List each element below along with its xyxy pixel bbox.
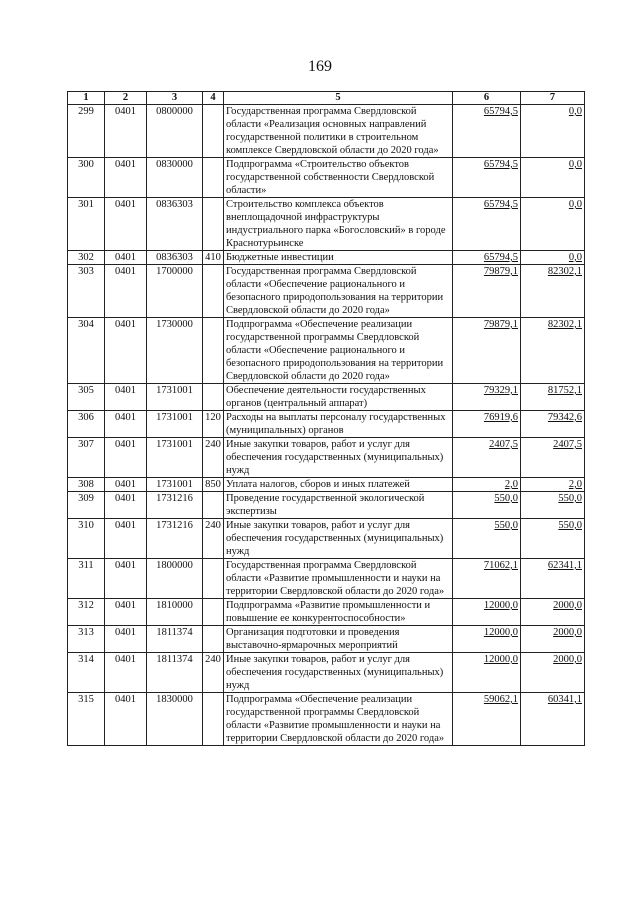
amount-year-1-value: 79879,1: [483, 319, 518, 330]
section-code: 0401: [105, 693, 147, 746]
table-row: [68, 438, 585, 478]
item-name: Расходы на выплаты персоналу государственных (муниципальных) органов: [224, 411, 453, 438]
target-article-code: 0830000: [147, 158, 203, 198]
target-article-code: 1811374: [147, 626, 203, 653]
target-article-code: 1731216: [147, 519, 203, 559]
amount-year-2: [521, 559, 585, 599]
table-row: [68, 519, 585, 559]
item-name: Иные закупки товаров, работ и услуг для обеспечения государственных (муниципальных) нужд: [224, 519, 453, 559]
item-name: Иные закупки товаров, работ и услуг для обеспечения государственных (муниципальных) нужд: [224, 438, 453, 478]
row-number: 302: [68, 251, 105, 265]
amount-year-2-value: 2000,0: [553, 654, 582, 665]
amount-year-1: [453, 653, 521, 693]
amount-year-2: [521, 411, 585, 438]
amount-year-2: [521, 438, 585, 478]
amount-year-1-value: 65794,5: [483, 159, 518, 170]
target-article-code: 1731001: [147, 384, 203, 411]
amount-year-1: [453, 158, 521, 198]
expense-type-code: [203, 198, 224, 251]
column-header: 2: [105, 92, 147, 105]
item-name: Строительство комплекса объектов внеплощадочной инфраструктуры индустриального парка «Богословский» в городе Краснотурьинске: [224, 198, 453, 251]
table-row: [68, 599, 585, 626]
table-row: [68, 478, 585, 492]
row-number: 312: [68, 599, 105, 626]
item-name: Подпрограмма «Строительство объектов государственной собственности Свердловской области»: [224, 158, 453, 198]
column-header: 6: [453, 92, 521, 105]
target-article-code: 1800000: [147, 559, 203, 599]
row-number: 315: [68, 693, 105, 746]
amount-year-1-value: 2,0: [504, 479, 518, 490]
section-code: 0401: [105, 384, 147, 411]
amount-year-2: [521, 105, 585, 158]
amount-year-2: [521, 492, 585, 519]
expense-type-code: [203, 626, 224, 653]
column-header: 5: [224, 92, 453, 105]
row-number: 300: [68, 158, 105, 198]
column-header: 1: [68, 92, 105, 105]
item-name: Государственная программа Свердловской области «Обеспечение рационального и безопасного природопользования на территории Свердловской области до 2020 года»: [224, 265, 453, 318]
amount-year-2: [521, 265, 585, 318]
amount-year-1-value: 550,0: [494, 520, 518, 531]
amount-year-2-value: 60341,1: [547, 694, 582, 705]
budget-table: [67, 91, 585, 746]
amount-year-2-value: 550,0: [558, 493, 582, 504]
amount-year-1: [453, 492, 521, 519]
amount-year-1: [453, 265, 521, 318]
amount-year-1-value: 79879,1: [483, 266, 518, 277]
row-number: 305: [68, 384, 105, 411]
table-header-row: [68, 92, 585, 105]
row-number: 306: [68, 411, 105, 438]
item-name: Обеспечение деятельности государственных органов (центральный аппарат): [224, 384, 453, 411]
amount-year-2: [521, 693, 585, 746]
table-row: [68, 411, 585, 438]
item-name: Уплата налогов, сборов и иных платежей: [224, 478, 453, 492]
item-name: Государственная программа Свердловской области «Реализация основных направлений государственной политики в строительном комплексе Свердловской области до 2020 года»: [224, 105, 453, 158]
amount-year-2-value: 0,0: [568, 106, 582, 117]
table-row: [68, 559, 585, 599]
row-number: 311: [68, 559, 105, 599]
row-number: 299: [68, 105, 105, 158]
amount-year-2-value: 2,0: [568, 479, 582, 490]
expense-type-code: [203, 559, 224, 599]
amount-year-1: [453, 105, 521, 158]
row-number: 313: [68, 626, 105, 653]
section-code: 0401: [105, 653, 147, 693]
item-name: Подпрограмма «Развитие промышленности и повышение ее конкурентоспособности»: [224, 599, 453, 626]
section-code: 0401: [105, 158, 147, 198]
item-name: Организация подготовки и проведения выставочно-ярмарочных мероприятий: [224, 626, 453, 653]
target-article-code: 1731001: [147, 478, 203, 492]
column-header: 7: [521, 92, 585, 105]
expense-type-code: [203, 384, 224, 411]
amount-year-1-value: 59062,1: [483, 694, 518, 705]
section-code: 0401: [105, 559, 147, 599]
amount-year-1: [453, 519, 521, 559]
amount-year-2: [521, 626, 585, 653]
amount-year-2: [521, 251, 585, 265]
row-number: 307: [68, 438, 105, 478]
amount-year-1-value: 12000,0: [483, 654, 518, 665]
expense-type-code: 240: [203, 438, 224, 478]
expense-type-code: 240: [203, 653, 224, 693]
table-row: [68, 158, 585, 198]
amount-year-2: [521, 599, 585, 626]
target-article-code: 1700000: [147, 265, 203, 318]
section-code: 0401: [105, 251, 147, 265]
expense-type-code: [203, 492, 224, 519]
amount-year-2: [521, 478, 585, 492]
amount-year-1: [453, 626, 521, 653]
amount-year-1: [453, 411, 521, 438]
expense-type-code: [203, 693, 224, 746]
table-row: [68, 265, 585, 318]
item-name: Подпрограмма «Обеспечение реализации государственной программы Свердловской области «Обеспечение рационального и безопасного природопользования на территории Свердловской области до 2020 года»: [224, 318, 453, 384]
amount-year-2-value: 82302,1: [547, 266, 582, 277]
target-article-code: 1811374: [147, 653, 203, 693]
amount-year-1: [453, 384, 521, 411]
row-number: 301: [68, 198, 105, 251]
amount-year-1-value: 79329,1: [483, 385, 518, 396]
expense-type-code: 850: [203, 478, 224, 492]
amount-year-1: [453, 478, 521, 492]
amount-year-1-value: 12000,0: [483, 627, 518, 638]
amount-year-2-value: 0,0: [568, 199, 582, 210]
target-article-code: 0836303: [147, 198, 203, 251]
amount-year-1: [453, 198, 521, 251]
target-article-code: 1731001: [147, 438, 203, 478]
amount-year-1: [453, 559, 521, 599]
amount-year-2: [521, 198, 585, 251]
amount-year-2-value: 82302,1: [547, 319, 582, 330]
expense-type-code: [203, 105, 224, 158]
column-header: 4: [203, 92, 224, 105]
section-code: 0401: [105, 492, 147, 519]
amount-year-1: [453, 693, 521, 746]
table-row: [68, 384, 585, 411]
amount-year-1-value: 65794,5: [483, 106, 518, 117]
target-article-code: 1731001: [147, 411, 203, 438]
amount-year-1-value: 65794,5: [483, 252, 518, 263]
section-code: 0401: [105, 478, 147, 492]
expense-type-code: [203, 318, 224, 384]
target-article-code: 1810000: [147, 599, 203, 626]
target-article-code: 0836303: [147, 251, 203, 265]
target-article-code: 0800000: [147, 105, 203, 158]
column-header: 3: [147, 92, 203, 105]
item-name: Проведение государственной экологической экспертизы: [224, 492, 453, 519]
amount-year-2: [521, 318, 585, 384]
amount-year-2-value: 2000,0: [553, 627, 582, 638]
amount-year-2-value: 550,0: [558, 520, 582, 531]
amount-year-2-value: 2407,5: [553, 439, 582, 450]
expense-type-code: [203, 265, 224, 318]
row-number: 303: [68, 265, 105, 318]
expense-type-code: [203, 158, 224, 198]
section-code: 0401: [105, 411, 147, 438]
amount-year-2-value: 2000,0: [553, 600, 582, 611]
expense-type-code: [203, 599, 224, 626]
row-number: 314: [68, 653, 105, 693]
page-number: 169: [308, 58, 332, 75]
amount-year-2: [521, 519, 585, 559]
amount-year-2: [521, 158, 585, 198]
section-code: 0401: [105, 438, 147, 478]
section-code: 0401: [105, 105, 147, 158]
amount-year-1-value: 65794,5: [483, 199, 518, 210]
row-number: 310: [68, 519, 105, 559]
amount-year-1: [453, 318, 521, 384]
target-article-code: 1830000: [147, 693, 203, 746]
amount-year-1-value: 2407,5: [489, 439, 518, 450]
section-code: 0401: [105, 519, 147, 559]
amount-year-2-value: 0,0: [568, 252, 582, 263]
amount-year-2: [521, 384, 585, 411]
table-row: [68, 626, 585, 653]
table-row: [68, 653, 585, 693]
table-row: [68, 318, 585, 384]
amount-year-2: [521, 653, 585, 693]
item-name: Иные закупки товаров, работ и услуг для обеспечения государственных (муниципальных) нужд: [224, 653, 453, 693]
section-code: 0401: [105, 318, 147, 384]
section-code: 0401: [105, 599, 147, 626]
amount-year-1: [453, 438, 521, 478]
table-row: [68, 492, 585, 519]
row-number: 309: [68, 492, 105, 519]
amount-year-2-value: 62341,1: [547, 560, 582, 571]
amount-year-1-value: 71062,1: [483, 560, 518, 571]
amount-year-1: [453, 251, 521, 265]
amount-year-1-value: 550,0: [494, 493, 518, 504]
item-name: Государственная программа Свердловской области «Развитие промышленности и науки на территории Свердловской области до 2020 года»: [224, 559, 453, 599]
amount-year-1: [453, 599, 521, 626]
item-name: Подпрограмма «Обеспечение реализации государственной программы Свердловской области «Развитие промышленности и науки на территории Свердловской области до 2020 года»: [224, 693, 453, 746]
amount-year-2-value: 79342,6: [547, 412, 582, 423]
target-article-code: 1731216: [147, 492, 203, 519]
table-row: [68, 251, 585, 265]
table-row: [68, 105, 585, 158]
amount-year-2-value: 81752,1: [547, 385, 582, 396]
target-article-code: 1730000: [147, 318, 203, 384]
amount-year-1-value: 76919,6: [483, 412, 518, 423]
table-row: [68, 198, 585, 251]
row-number: 304: [68, 318, 105, 384]
expense-type-code: 410: [203, 251, 224, 265]
amount-year-1-value: 12000,0: [483, 600, 518, 611]
expense-type-code: 240: [203, 519, 224, 559]
row-number: 308: [68, 478, 105, 492]
table-row: [68, 693, 585, 746]
section-code: 0401: [105, 198, 147, 251]
expense-type-code: 120: [203, 411, 224, 438]
amount-year-2-value: 0,0: [568, 159, 582, 170]
item-name: Бюджетные инвестиции: [224, 251, 453, 265]
section-code: 0401: [105, 265, 147, 318]
section-code: 0401: [105, 626, 147, 653]
